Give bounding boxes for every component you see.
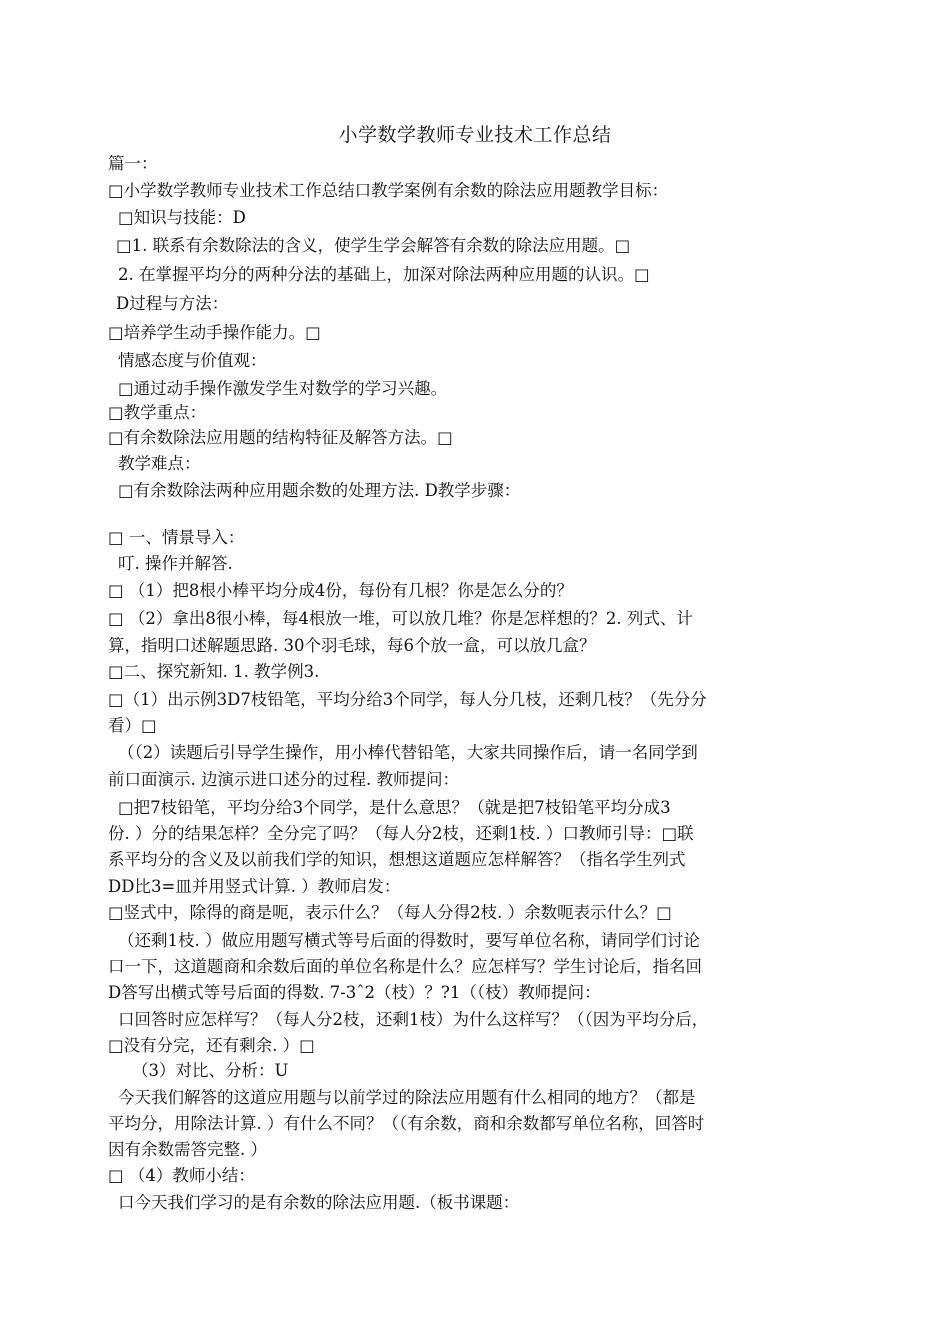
text-line: 2. 在掌握平均分的两种分法的基础上，加深对除法两种应用题的认识。□ [118, 265, 650, 284]
text-line: 口回答时应怎样写？（每人分2枝，还剩1枝）为什么这样写？（（因为平均分后， [118, 1010, 709, 1029]
text-line: □ （2）拿出8很小棒，每4根放一堆，可以放几堆？你是怎样想的？2. 列式、计 [108, 609, 693, 628]
text-line: 口一下，这道题商和余数后面的单位名称是什么？应怎样写？学生讨论后，指名回 [108, 957, 702, 976]
text-line: D答写出横式等号后面的得数. 7-3ˆ2（枝）？?1（（枝）教师提问： [108, 983, 601, 1002]
text-line: 叮. 操作并解答. [118, 554, 233, 573]
text-line: 看）□ [108, 716, 157, 735]
text-line: 平均分，用除法计算. ）有什么不同？（（有余数，商和余数都写单位名称，回答时 [108, 1114, 705, 1133]
document-title: 小学数学教师专业技术工作总结 [338, 124, 612, 146]
text-line: □教学重点： [108, 403, 207, 422]
text-line: □ （4）教师小结： [108, 1166, 255, 1185]
text-line: □把7枝铅笔，平均分给3个同学，是什么意思？（就是把7枝铅笔平均分成3 [118, 798, 671, 817]
text-line: 算，指明口述解题思路. 30个羽毛球，每6个放一盒，可以放几盒？ [108, 636, 596, 655]
text-line: 因有余数需答完整. ） [108, 1140, 267, 1159]
text-line: 今天我们解答的这道应用题与以前学过的除法应用题有什么相同的地方？（都是 [118, 1088, 696, 1107]
text-line: D过程与方法： [116, 294, 229, 313]
text-line: □有余数除法应用题的结构特征及解答方法。□ [108, 428, 453, 447]
text-line: 篇一： [108, 154, 158, 173]
text-line: □（1）出示例3D7枝铅笔，平均分给3个同学，每人分几枝，还剩几枝？（先分分 [108, 690, 707, 709]
text-line: □有余数除法两种应用题余数的处理方法. D教学步骤： [118, 481, 521, 500]
text-line: □通过动手操作激发学生对数学的学习兴趣。 [118, 379, 448, 398]
text-line: DD比3=皿并用竖式计算. ）教师启发： [108, 877, 401, 896]
text-line: 口今天我们学习的是有余数的除法应用题.（板书课题： [118, 1193, 520, 1212]
text-line: □1. 联系有余数除法的含义，使学生学会解答有余数的除法应用题。□ [116, 236, 631, 255]
text-line: □培养学生动手操作能力。□ [108, 323, 321, 342]
text-line: □ 一、情景导入： [108, 528, 245, 547]
text-line: □知识与技能：D [118, 208, 246, 227]
text-line: （（2）读题后引导学生操作，用小棒代替铅笔，大家共同操作后，请一名同学到 [118, 743, 698, 762]
text-line: 教学难点： [118, 454, 201, 473]
text-line: □没有分完，还有剩余. ）□ [108, 1036, 315, 1055]
text-line: □ （1）把8根小棒平均分成4份，每份有几根？你是怎么分的？ [108, 581, 573, 600]
text-line: （3）对比、分析：U [132, 1061, 289, 1080]
text-line: □小学数学教师专业技术工作总结口教学案例有余数的除法应用题教学目标： [108, 181, 669, 200]
text-line: □二、探究新知. 1. 教学例3. [108, 662, 320, 681]
text-line: 系平均分的含义及以前我们学的知识，想想这道题应怎样解答？（指名学生列式 [108, 850, 686, 869]
text-line: □竖式中，除得的商是呃，表示什么？（每人分得2枝. ）余数呃表示什么？□ [108, 903, 672, 922]
text-line: 情感态度与价值观： [118, 351, 267, 370]
text-line: 前口面演示. 边演示进口述分的过程. 教师提问： [108, 770, 459, 789]
text-line: （还剩1枝. ）做应用题写横式等号后面的得数时，要写单位名称，请同学们讨论 [118, 931, 700, 950]
text-line: 份. ）分的结果怎样？全分完了吗？（每人分2枝，还剩1枝. ）口教师引导：□联 [108, 824, 694, 843]
